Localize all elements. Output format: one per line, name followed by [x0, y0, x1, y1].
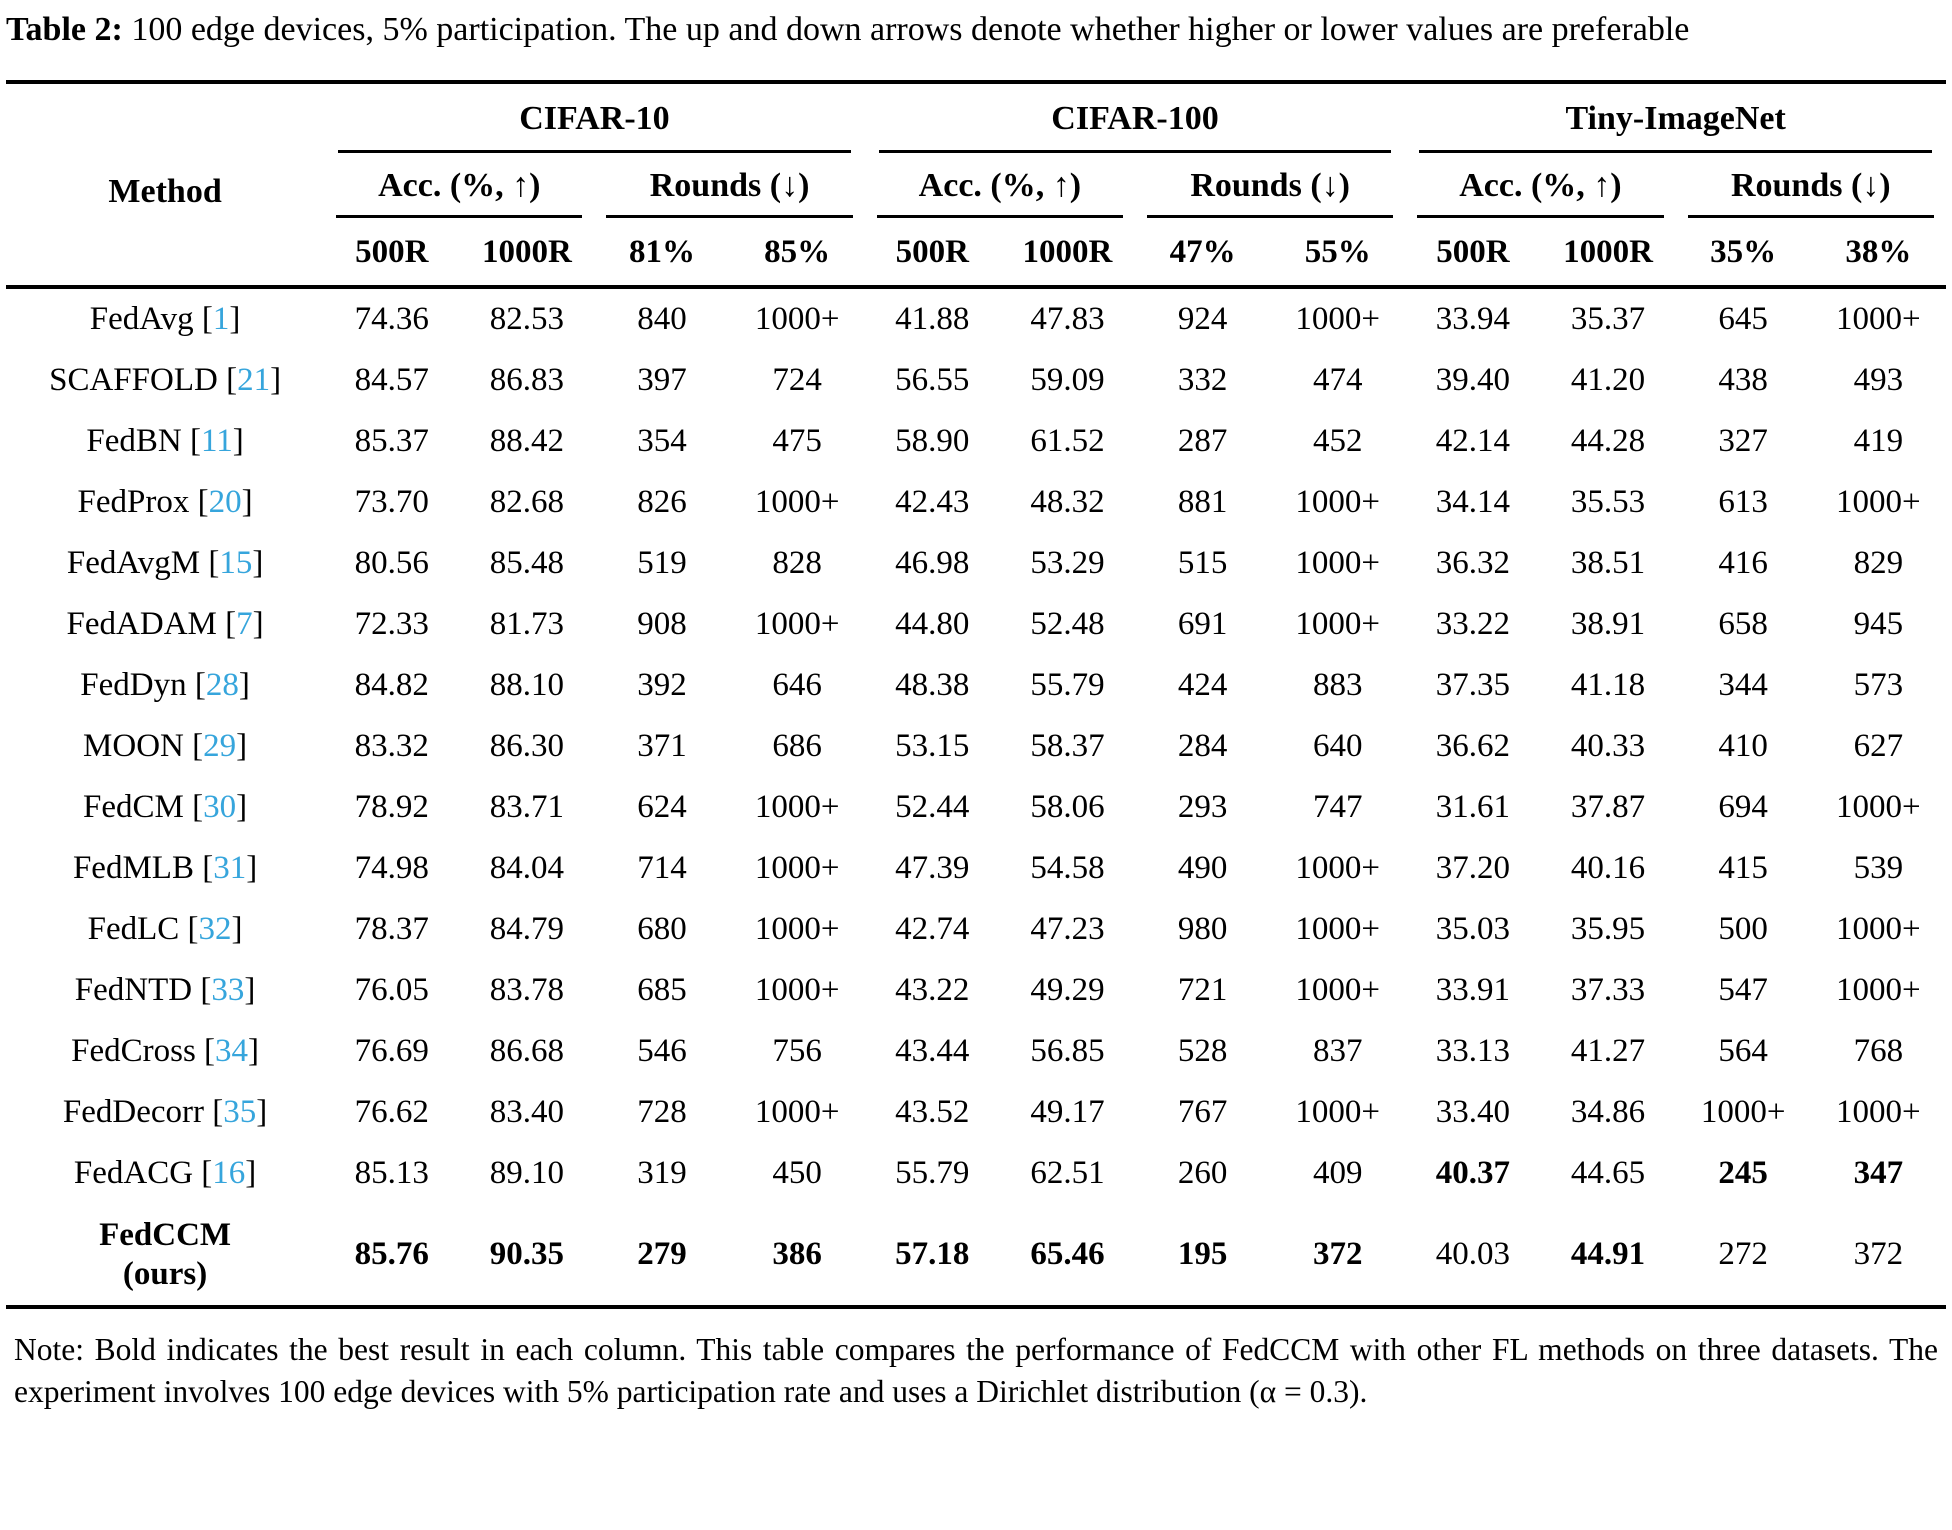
subcol-header: 81%	[594, 218, 729, 287]
value-cell: 883	[1312, 666, 1363, 703]
table-caption-text: 100 edge devices, 5% participation. The up and down arrows denote whether higher or lower values are preferable	[131, 11, 1690, 48]
value-cell: 54.58	[1030, 849, 1105, 886]
value-cell: 284	[1177, 727, 1228, 764]
value-cell: 40.16	[1570, 849, 1646, 886]
value-cell: 410	[1718, 727, 1768, 764]
value-cell: 1000+	[754, 1093, 840, 1130]
col-header-method: Method	[6, 82, 324, 287]
table-row	[6, 594, 1946, 655]
value-cell: 1000+	[1836, 788, 1921, 825]
value-cell: 686	[772, 727, 822, 764]
table-body	[6, 287, 1946, 1308]
value-cell: 41.27	[1570, 1032, 1646, 1069]
citation-link[interactable]: 33	[211, 971, 245, 1008]
method-cell: MOON [29]	[83, 727, 248, 764]
value-cell: 65.46	[1030, 1236, 1105, 1273]
value-cell: 76.69	[354, 1032, 429, 1069]
value-cell: 347	[1853, 1154, 1904, 1191]
value-cell: 42.14	[1435, 422, 1510, 459]
citation-link[interactable]: 21	[237, 361, 271, 398]
value-cell: 515	[1177, 544, 1228, 581]
method-cell: FedCross [34]	[71, 1032, 260, 1069]
value-cell: 62.51	[1030, 1154, 1105, 1191]
subcol-header: 38%	[1811, 218, 1946, 287]
value-cell: 344	[1718, 666, 1768, 703]
subcol-header: 1000R	[1000, 218, 1135, 287]
value-cell: 33.91	[1435, 971, 1510, 1008]
value-cell: 1000+	[1295, 300, 1381, 337]
value-cell: 84.82	[354, 666, 429, 703]
value-cell: 724	[772, 361, 822, 398]
value-cell: 475	[772, 422, 822, 459]
value-cell: 1000+	[1836, 910, 1921, 947]
value-cell: 47.23	[1030, 910, 1105, 947]
value-cell: 84.04	[489, 849, 564, 886]
acc-header-cifar100	[865, 153, 1135, 218]
value-cell: 61.52	[1030, 422, 1105, 459]
value-cell: 528	[1177, 1032, 1228, 1069]
value-cell: 73.70	[354, 483, 429, 520]
value-cell: 48.38	[895, 666, 970, 703]
value-cell: 39.40	[1435, 361, 1510, 398]
acc-header-tiny-imagenet	[1405, 153, 1675, 218]
value-cell: 980	[1177, 910, 1228, 947]
citation-link[interactable]: 30	[203, 788, 237, 825]
citation-link[interactable]: 1	[212, 300, 230, 337]
value-cell: 44.80	[895, 605, 970, 642]
table-row	[6, 350, 1946, 411]
value-cell: 78.37	[354, 910, 429, 947]
value-cell: 90.35	[489, 1236, 564, 1273]
rounds-header-cifar10	[594, 153, 864, 218]
value-cell: 332	[1177, 361, 1228, 398]
value-cell: 1000+	[754, 788, 840, 825]
value-cell: 58.90	[895, 422, 970, 459]
value-cell: 564	[1718, 1032, 1768, 1069]
value-cell: 691	[1177, 605, 1228, 642]
method-cell: FedADAM [7]	[66, 605, 264, 642]
value-cell: 728	[637, 1093, 687, 1130]
value-cell: 372	[1853, 1236, 1904, 1273]
citation-link[interactable]: 29	[203, 727, 237, 764]
rounds-header-tiny-imagenet	[1676, 153, 1946, 218]
subcol-header: 47%	[1135, 218, 1270, 287]
acc-header-cifar10	[324, 153, 594, 218]
value-cell: 881	[1177, 483, 1228, 520]
acc-header-label: Acc. (%, ↑)	[918, 166, 1082, 204]
dataset-header-row	[6, 82, 1946, 153]
value-cell: 52.48	[1030, 605, 1105, 642]
value-cell: 37.20	[1435, 849, 1510, 886]
acc-header-label: Acc. (%, ↑)	[1459, 166, 1622, 204]
value-cell: 41.88	[895, 300, 970, 337]
value-cell: 1000+	[1836, 300, 1921, 337]
dataset-header-tiny-imagenet	[1405, 82, 1946, 153]
value-cell: 42.43	[895, 483, 970, 520]
table-row	[6, 411, 1946, 472]
method-cell: FedACG [16]	[73, 1154, 257, 1191]
subcol-header: 500R	[1405, 218, 1540, 287]
value-cell: 55.79	[895, 1154, 970, 1191]
value-cell: 272	[1718, 1236, 1768, 1273]
value-cell: 1000+	[1295, 910, 1381, 947]
value-cell: 768	[1853, 1032, 1904, 1069]
table-row	[6, 1021, 1946, 1082]
value-cell: 1000+	[754, 849, 840, 886]
value-cell: 640	[1312, 727, 1363, 764]
value-cell: 680	[637, 910, 687, 947]
value-cell: 260	[1177, 1154, 1228, 1191]
value-cell: 56.85	[1030, 1032, 1105, 1069]
value-cell: 493	[1853, 361, 1904, 398]
value-cell: 38.91	[1570, 605, 1646, 642]
dataset-name: CIFAR-10	[519, 99, 670, 137]
value-cell: 48.32	[1030, 483, 1105, 520]
value-cell: 53.15	[895, 727, 970, 764]
value-cell: 1000+	[1836, 971, 1921, 1008]
subcol-header: 500R	[324, 218, 459, 287]
value-cell: 645	[1718, 300, 1768, 337]
value-cell: 658	[1718, 605, 1768, 642]
subcol-header: 500R	[865, 218, 1000, 287]
table-footnote: Note: Bold indicates the best result in each column. This table compares the performance of FedCCM with other FL methods on three datasets. The experiment involves 100 edge devices with 5% participation rate and uses a Dirichlet distribution (α = 0.3).	[14, 1332, 1938, 1410]
subcol-header: 1000R	[1540, 218, 1675, 287]
value-cell: 84.79	[489, 910, 564, 947]
value-cell: 41.18	[1570, 666, 1646, 703]
value-cell: 33.94	[1435, 300, 1510, 337]
table-row	[6, 655, 1946, 716]
value-cell: 409	[1312, 1154, 1363, 1191]
dataset-header-cifar10	[324, 82, 865, 153]
subcol-header: 35%	[1676, 218, 1811, 287]
value-cell: 85.37	[354, 422, 429, 459]
value-cell: 908	[637, 605, 687, 642]
value-cell: 85.13	[354, 1154, 429, 1191]
dataset-header-cifar100	[865, 82, 1406, 153]
value-cell: 1000+	[1295, 605, 1381, 642]
citation-link[interactable]: 15	[219, 544, 253, 581]
value-cell: 416	[1718, 544, 1768, 581]
value-cell: 40.37	[1435, 1154, 1510, 1191]
table-row	[6, 838, 1946, 899]
value-cell: 58.06	[1030, 788, 1105, 825]
value-cell: 46.98	[895, 544, 970, 581]
value-cell: 1000+	[754, 605, 840, 642]
value-cell: 40.33	[1570, 727, 1646, 764]
value-cell: 840	[637, 300, 687, 337]
value-cell: 57.18	[895, 1236, 970, 1273]
method-cell: FedCM [30]	[83, 788, 248, 825]
table-header	[6, 82, 1946, 287]
table-row	[6, 287, 1946, 350]
value-cell: 837	[1312, 1032, 1363, 1069]
results-table	[6, 80, 1946, 1310]
citation-link[interactable]: 35	[223, 1093, 257, 1130]
value-cell: 49.29	[1030, 971, 1105, 1008]
value-cell: 47.39	[895, 849, 970, 886]
table-row	[6, 1082, 1946, 1143]
value-cell: 58.37	[1030, 727, 1105, 764]
table-row	[6, 1143, 1946, 1204]
table-caption-label: Table 2:	[6, 11, 123, 48]
value-cell: 74.36	[354, 300, 429, 337]
value-cell: 397	[637, 361, 687, 398]
value-cell: 279	[637, 1236, 687, 1273]
value-cell: 35.53	[1570, 483, 1646, 520]
value-cell: 627	[1853, 727, 1904, 764]
table-row	[6, 960, 1946, 1021]
citation-link[interactable]: 7	[236, 605, 253, 642]
value-cell: 56.55	[895, 361, 970, 398]
value-cell: 195	[1177, 1236, 1228, 1273]
value-cell: 43.52	[895, 1093, 970, 1130]
value-cell: 76.62	[354, 1093, 429, 1130]
value-cell: 1000+	[1700, 1093, 1786, 1130]
table-row	[6, 716, 1946, 777]
value-cell: 546	[637, 1032, 687, 1069]
value-cell: 624	[637, 788, 687, 825]
value-cell: 72.33	[354, 605, 429, 642]
value-cell: 36.62	[1435, 727, 1510, 764]
method-cell: FedNTD [33]	[74, 971, 256, 1008]
citation-link[interactable]: 11	[200, 422, 233, 459]
value-cell: 392	[637, 666, 687, 703]
rounds-header-label: Rounds (↓)	[649, 166, 810, 204]
value-cell: 44.65	[1570, 1154, 1646, 1191]
value-cell: 43.22	[895, 971, 970, 1008]
value-cell: 547	[1718, 971, 1768, 1008]
value-cell: 424	[1177, 666, 1228, 703]
value-cell: 41.20	[1570, 361, 1646, 398]
value-cell: 44.28	[1570, 422, 1646, 459]
value-cell: 86.83	[489, 361, 564, 398]
value-cell: 78.92	[354, 788, 429, 825]
value-cell: 450	[772, 1154, 822, 1191]
value-cell: 767	[1177, 1093, 1228, 1130]
value-cell: 38.51	[1570, 544, 1646, 581]
value-cell: 37.33	[1570, 971, 1646, 1008]
value-cell: 245	[1718, 1154, 1768, 1191]
value-cell: 34.86	[1570, 1093, 1646, 1130]
table-row	[6, 1204, 1946, 1308]
citation-link[interactable]: 34	[215, 1032, 249, 1069]
value-cell: 43.44	[895, 1032, 970, 1069]
value-cell: 55.79	[1030, 666, 1105, 703]
value-cell: 37.87	[1570, 788, 1646, 825]
value-cell: 826	[637, 483, 687, 520]
citation-link[interactable]: 31	[213, 849, 247, 886]
table-row	[6, 777, 1946, 838]
value-cell: 415	[1718, 849, 1768, 886]
citation-link[interactable]: 20	[208, 483, 242, 520]
acc-header-label: Acc. (%, ↑)	[378, 166, 541, 204]
value-cell: 1000+	[1295, 971, 1381, 1008]
value-cell: 1000+	[1295, 544, 1381, 581]
value-cell: 53.29	[1030, 544, 1105, 581]
value-cell: 35.37	[1570, 300, 1646, 337]
value-cell: 293	[1177, 788, 1228, 825]
value-cell: 42.74	[895, 910, 970, 947]
dataset-name: CIFAR-100	[1051, 99, 1219, 137]
value-cell: 613	[1718, 483, 1768, 520]
value-cell: 40.03	[1435, 1236, 1510, 1273]
value-cell: 756	[772, 1032, 822, 1069]
value-cell: 1000+	[1836, 483, 1921, 520]
value-cell: 82.68	[489, 483, 564, 520]
value-cell: 83.78	[489, 971, 564, 1008]
value-cell: 474	[1312, 361, 1363, 398]
value-cell: 86.68	[489, 1032, 564, 1069]
value-cell: 1000+	[754, 971, 840, 1008]
citation-link[interactable]: 16	[212, 1154, 246, 1191]
value-cell: 573	[1853, 666, 1904, 703]
value-cell: 372	[1312, 1236, 1363, 1273]
value-cell: 1000+	[754, 300, 840, 337]
value-cell: 519	[637, 544, 687, 581]
value-cell: 85.76	[354, 1236, 429, 1273]
value-cell: 354	[637, 422, 687, 459]
subcol-header: 1000R	[459, 218, 594, 287]
value-cell: 438	[1718, 361, 1768, 398]
citation-link[interactable]: 28	[205, 666, 239, 703]
rounds-header-label: Rounds (↓)	[1730, 166, 1891, 204]
value-cell: 81.73	[489, 605, 564, 642]
value-cell: 419	[1853, 422, 1904, 459]
value-cell: 86.30	[489, 727, 564, 764]
value-cell: 35.03	[1435, 910, 1510, 947]
value-cell: 88.42	[489, 422, 564, 459]
value-cell: 539	[1853, 849, 1904, 886]
value-cell: 924	[1177, 300, 1228, 337]
value-cell: 34.14	[1435, 483, 1510, 520]
subcol-header: 85%	[730, 218, 865, 287]
method-cell: FedBN [11]	[86, 422, 244, 459]
value-cell: 74.98	[354, 849, 429, 886]
rounds-header-label: Rounds (↓)	[1190, 166, 1350, 204]
value-cell: 76.05	[354, 971, 429, 1008]
value-cell: 84.57	[354, 361, 429, 398]
citation-link[interactable]: 32	[198, 910, 232, 947]
value-cell: 1000+	[1295, 1093, 1381, 1130]
value-cell: 49.17	[1030, 1093, 1105, 1130]
value-cell: 89.10	[489, 1154, 564, 1191]
value-cell: 82.53	[489, 300, 564, 337]
value-cell: 1000+	[1836, 1093, 1921, 1130]
value-cell: 33.13	[1435, 1032, 1510, 1069]
value-cell: 85.48	[489, 544, 564, 581]
value-cell: 52.44	[895, 788, 970, 825]
value-cell: 685	[637, 971, 687, 1008]
value-cell: 747	[1312, 788, 1363, 825]
method-cell: FedMLB [31]	[72, 849, 258, 886]
value-cell: 1000+	[1295, 849, 1381, 886]
value-cell: 31.61	[1435, 788, 1510, 825]
method-cell: FedAvg [1]	[89, 300, 241, 337]
table-row	[6, 472, 1946, 533]
value-cell: 33.40	[1435, 1093, 1510, 1130]
table-row	[6, 899, 1946, 960]
table-caption	[6, 6, 1946, 54]
value-cell: 319	[637, 1154, 687, 1191]
dataset-name: Tiny-ImageNet	[1565, 99, 1786, 137]
value-cell: 1000+	[754, 483, 840, 520]
value-cell: 47.83	[1030, 300, 1105, 337]
value-cell: 721	[1177, 971, 1228, 1008]
method-cell: FedCCM (ours)	[99, 1216, 232, 1292]
value-cell: 646	[772, 666, 822, 703]
value-cell: 83.71	[489, 788, 564, 825]
value-cell: 37.35	[1435, 666, 1510, 703]
method-cell: SCAFFOLD [21]	[49, 361, 282, 398]
value-cell: 1000+	[1295, 483, 1381, 520]
method-cell: FedProx [20]	[77, 483, 253, 520]
method-cell: FedAvgM [15]	[66, 544, 264, 581]
value-cell: 59.09	[1030, 361, 1105, 398]
value-cell: 36.32	[1435, 544, 1510, 581]
value-cell: 80.56	[354, 544, 429, 581]
value-cell: 83.32	[354, 727, 429, 764]
subcol-header: 55%	[1270, 218, 1405, 287]
value-cell: 44.91	[1570, 1236, 1646, 1273]
value-cell: 452	[1312, 422, 1363, 459]
method-cell: FedDecorr [35]	[62, 1093, 268, 1130]
value-cell: 386	[772, 1236, 822, 1273]
value-cell: 1000+	[754, 910, 840, 947]
table-row	[6, 533, 1946, 594]
value-cell: 490	[1177, 849, 1228, 886]
value-cell: 327	[1718, 422, 1768, 459]
value-cell: 945	[1853, 605, 1904, 642]
value-cell: 371	[637, 727, 687, 764]
value-cell: 829	[1853, 544, 1904, 581]
value-cell: 500	[1718, 910, 1768, 947]
rounds-header-cifar100	[1135, 153, 1405, 218]
value-cell: 714	[637, 849, 687, 886]
value-cell: 35.95	[1570, 910, 1646, 947]
method-cell: FedLC [32]	[87, 910, 243, 947]
value-cell: 33.22	[1435, 605, 1510, 642]
value-cell: 828	[772, 544, 822, 581]
value-cell: 83.40	[489, 1093, 564, 1130]
value-cell: 694	[1718, 788, 1768, 825]
value-cell: 287	[1177, 422, 1228, 459]
method-cell: FedDyn [28]	[80, 666, 250, 703]
value-cell: 88.10	[489, 666, 564, 703]
